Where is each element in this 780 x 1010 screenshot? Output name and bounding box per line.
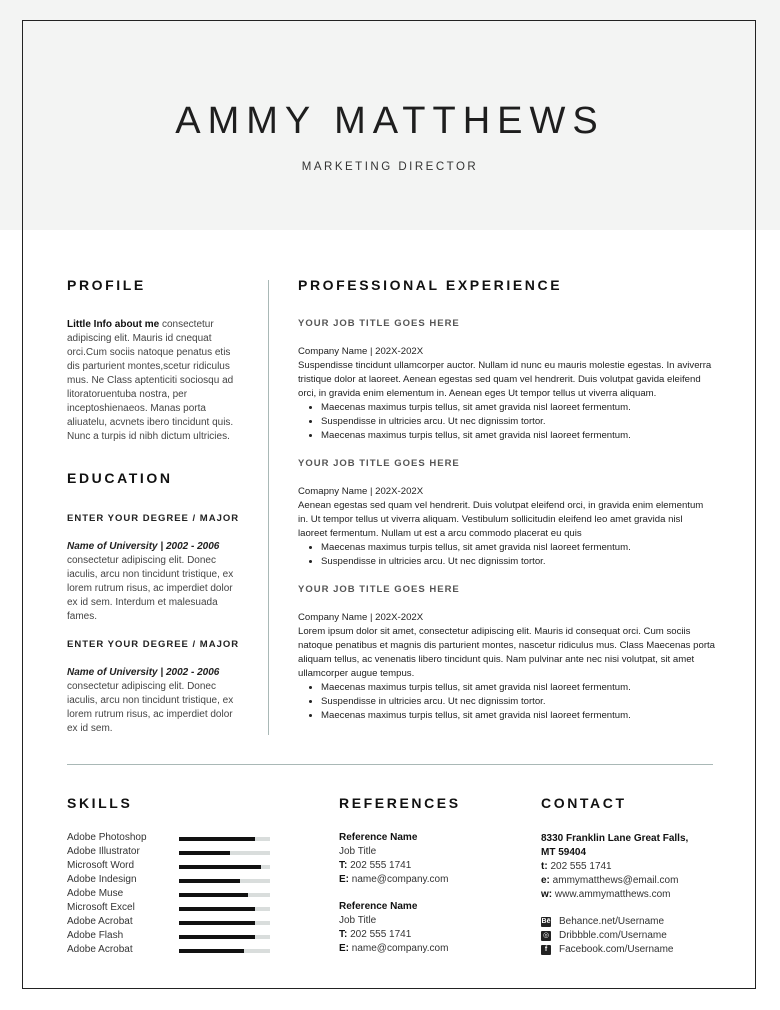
skills-list: [67, 831, 277, 957]
skill-bar-fill: [179, 893, 248, 897]
education-years: 2002 - 2006: [165, 667, 220, 678]
phone-label: T:: [339, 929, 348, 940]
job-bullet: • Maecenas maximus turpis tellus, sit amet gravida nisl laoreet fermentum.: [321, 541, 718, 555]
education-line: ex id sem.: [67, 723, 113, 734]
social-behance[interactable]: [541, 915, 741, 929]
email-label: E:: [339, 943, 349, 954]
phone-label: t:: [541, 861, 548, 872]
skill-name: Adobe Muse: [67, 888, 124, 899]
skill-bar: [179, 837, 270, 841]
skill-bar: [179, 949, 270, 953]
profile-line: inceptoshienaeos. Manas porta: [67, 403, 206, 414]
contact-phone: 202 555 1741: [547, 861, 612, 872]
profile-line: consectetur: [159, 319, 214, 330]
contact-website[interactable]: www.ammymatthews.com: [552, 889, 671, 900]
profile-line: litoratoruentuba nostra, per: [67, 389, 188, 400]
reference-job: Job Title: [339, 846, 377, 857]
address-line: 8330 Franklin Lane Great Falls,: [541, 833, 689, 844]
education-line: fames.: [67, 611, 98, 622]
facebook-icon: f: [541, 945, 551, 955]
skill-name: Adobe Flash: [67, 930, 124, 941]
reference-phone: 202 555 1741: [347, 860, 412, 871]
page-title: AMMY MATTHEWS: [175, 100, 605, 142]
profile-lead: Little Info about me: [67, 319, 160, 330]
profile-line: mus. Ne Class aptenticiti sociosqu ad: [67, 375, 234, 386]
job-bullet: • Suspendisse in ultricies arcu. Ut nec dignissim tortor.: [321, 415, 718, 429]
job-bullet: • Maecenas maximus turpis tellus, sit amet gravida nisl laoreet fermentum.: [321, 681, 718, 695]
skill-bar: [179, 907, 270, 911]
social-facebook[interactable]: [541, 943, 741, 957]
education-line: consectetur adipiscing elit. Donec: [67, 681, 216, 692]
skill-bar-fill: [179, 949, 244, 953]
column-divider: [268, 280, 269, 735]
job-bullets: [298, 401, 718, 443]
job-line: Lorem ipsum dolor sit amet, consectetur adipiscing elit. Mauris id consequat orci. Cum sociis: [298, 626, 691, 637]
job-line: orci, in gravida enim elementum in. Aenean eges Ut tempor tellus ut viverra aliquam.: [298, 388, 657, 399]
skill-bar-fill: [179, 865, 261, 869]
address-line: MT 59404: [541, 847, 587, 858]
separator: |: [157, 667, 166, 678]
contact-heading: CONTACT: [541, 795, 627, 811]
skill-name: Adobe Acrobat: [67, 916, 133, 927]
education-line: lorem rutrum risus, ac imperdiet dolor: [67, 709, 233, 720]
job-line: natoque penatibus et magnis dis parturient montes, nascetur ridiculus mus. Class Maecenas porta: [298, 640, 716, 651]
profile-line: orci.Cum sociis natoque penatus etis: [67, 347, 231, 358]
skill-bar: [179, 935, 270, 939]
section-divider: [67, 764, 713, 765]
behance-icon: Bē: [541, 918, 551, 925]
email-label: e:: [541, 875, 550, 886]
skill-row: [67, 901, 277, 915]
skills-heading: SKILLS: [67, 795, 133, 811]
profile-line: Nunc a turpis id nibh dictum ultricies.: [67, 431, 230, 442]
job-subtitle: MARKETING DIRECTOR: [301, 161, 479, 173]
job-bullet: • Maecenas maximus turpis tellus, sit amet gravida nisl laoreet fermentum.: [321, 709, 718, 723]
job-title: YOUR JOB TITLE GOES HERE: [298, 458, 460, 469]
job-line: Suspendisse tincidunt ullamcorper auctor. Nullam id nunc eu mauris molestie egestas. In aviverra: [298, 360, 712, 371]
skill-name: Adobe Photoshop: [67, 832, 147, 843]
profile-heading: PROFILE: [67, 277, 146, 293]
skill-bar: [179, 893, 270, 897]
profile-line: adipiscing elit. Mauris id cnequat: [67, 333, 212, 344]
contact-block: [541, 832, 741, 902]
education-line: consectetur adipiscing elit. Donec: [67, 555, 216, 566]
skill-row: [67, 929, 277, 943]
skill-bar: [179, 879, 270, 883]
skill-name: Adobe Illustrator: [67, 846, 140, 857]
skill-name: Microsoft Excel: [67, 902, 135, 913]
job-entry: [298, 611, 718, 723]
job-line: Aenean egestas sed quam vel hendrerit. Duis volutpat eleifend orci, in gravida enim elementum: [298, 500, 704, 511]
contact-email[interactable]: ammymatthews@email.com: [549, 875, 679, 886]
dribbble-icon: ◎: [542, 932, 550, 939]
degree-title: ENTER YOUR DEGREE / MAJOR: [67, 513, 240, 524]
skill-bar-fill: [179, 851, 230, 855]
reference-entry: [339, 831, 519, 887]
skill-bar-fill: [179, 907, 255, 911]
job-line: laoreet fermentum. Nullam ut est a arcu commodo placerat eu quis: [298, 528, 582, 539]
job-bullets: [298, 541, 718, 569]
skill-bar: [179, 865, 270, 869]
reference-name: Reference Name: [339, 832, 418, 843]
university-name: Name of University: [67, 541, 158, 552]
skill-bar: [179, 851, 270, 855]
education-line: iaculis, arcu non tincidunt tristique, ex: [67, 569, 234, 580]
reference-phone: 202 555 1741: [347, 929, 412, 940]
company-line: Company Name | 202X-202X: [298, 612, 424, 623]
profile-line: dis parturient montes,scetur ridiculus: [67, 361, 230, 372]
skill-bar-fill: [179, 935, 255, 939]
job-line: in. Ut tempor tellus ut viverra aliquam. Vestibulum sollicitudin eleifend leo amet gravida nisl: [298, 514, 683, 525]
education-entry: [67, 666, 257, 736]
reference-entry: [339, 900, 519, 956]
job-bullet: • Suspendisse in ultricies arcu. Ut nec dignissim tortor.: [321, 695, 718, 709]
company-line: Company Name | 202X-202X: [298, 346, 424, 357]
skill-row: [67, 831, 277, 845]
job-entry: [298, 345, 718, 443]
reference-email: name@company.com: [349, 874, 449, 885]
skill-bar: [179, 921, 270, 925]
reference-email: name@company.com: [349, 943, 449, 954]
job-bullet: • Maecenas maximus turpis tellus, sit amet gravida nisl laoreet fermentum.: [321, 429, 718, 443]
job-entry: [298, 485, 718, 569]
social-link-text[interactable]: Facebook.com/Username: [559, 944, 674, 955]
job-bullet: • Maecenas maximus turpis tellus, sit amet gravida nisl laoreet fermentum.: [321, 401, 718, 415]
skill-row: [67, 873, 277, 887]
job-bullet: • Suspendisse in ultricies arcu. Ut nec dignissim tortor.: [321, 555, 718, 569]
job-title: YOUR JOB TITLE GOES HERE: [298, 584, 460, 595]
degree-title: ENTER YOUR DEGREE / MAJOR: [67, 639, 240, 650]
social-link-text[interactable]: Behance.net/Username: [559, 916, 665, 927]
education-entry: [67, 540, 257, 624]
social-link-text[interactable]: Dribbble.com/Username: [559, 930, 667, 941]
references-heading: REFERENCES: [339, 795, 461, 811]
web-label: w:: [541, 889, 553, 900]
reference-job: Job Title: [339, 915, 377, 926]
experience-heading: PROFESSIONAL EXPERIENCE: [298, 277, 563, 293]
education-line: lorem rutrum risus, ac imperdiet dolor: [67, 583, 233, 594]
job-bullets: [298, 681, 718, 723]
email-label: E:: [339, 874, 349, 885]
university-name: Name of University: [67, 667, 158, 678]
social-dribbble[interactable]: [541, 929, 741, 943]
company-line: Comapny Name | 202X-202X: [298, 486, 424, 497]
skill-name: Microsoft Word: [67, 860, 135, 871]
skill-name: Adobe Indesign: [67, 874, 137, 885]
skill-bar-fill: [179, 879, 240, 883]
job-title: YOUR JOB TITLE GOES HERE: [298, 318, 460, 329]
skill-row: [67, 915, 277, 929]
education-years: 2002 - 2006: [165, 541, 220, 552]
profile-line: aliuatelu, acvnets ibero tincidunt quis.: [67, 417, 234, 428]
skill-row: [67, 859, 277, 873]
job-line: aliquam tellus, ac venenatis libero tincidunt quis. Nam pulvinar ante nec nisi volutpat, sit amet: [298, 654, 695, 665]
job-line: tristique dolor at laoreet. Aenean egestas sed quam vel hendrerit. Duis volutpat gavida eleifend: [298, 374, 701, 385]
reference-name: Reference Name: [339, 901, 418, 912]
skill-row: [67, 887, 277, 901]
education-heading: EDUCATION: [67, 470, 173, 486]
profile-text: [67, 318, 252, 444]
separator: |: [157, 541, 166, 552]
skill-bar-fill: [179, 921, 255, 925]
education-line: ex id sem. Interdum et malesuada: [67, 597, 218, 608]
skill-bar-fill: [179, 837, 255, 841]
job-line: ullamcorper augue tempus.: [298, 668, 415, 679]
education-line: iaculis, arcu non tincidunt tristique, ex: [67, 695, 234, 706]
skill-name: Adobe Acrobat: [67, 944, 133, 955]
skill-row: [67, 845, 277, 859]
phone-label: T:: [339, 860, 348, 871]
social-links: [541, 915, 741, 957]
skill-row: [67, 943, 277, 957]
